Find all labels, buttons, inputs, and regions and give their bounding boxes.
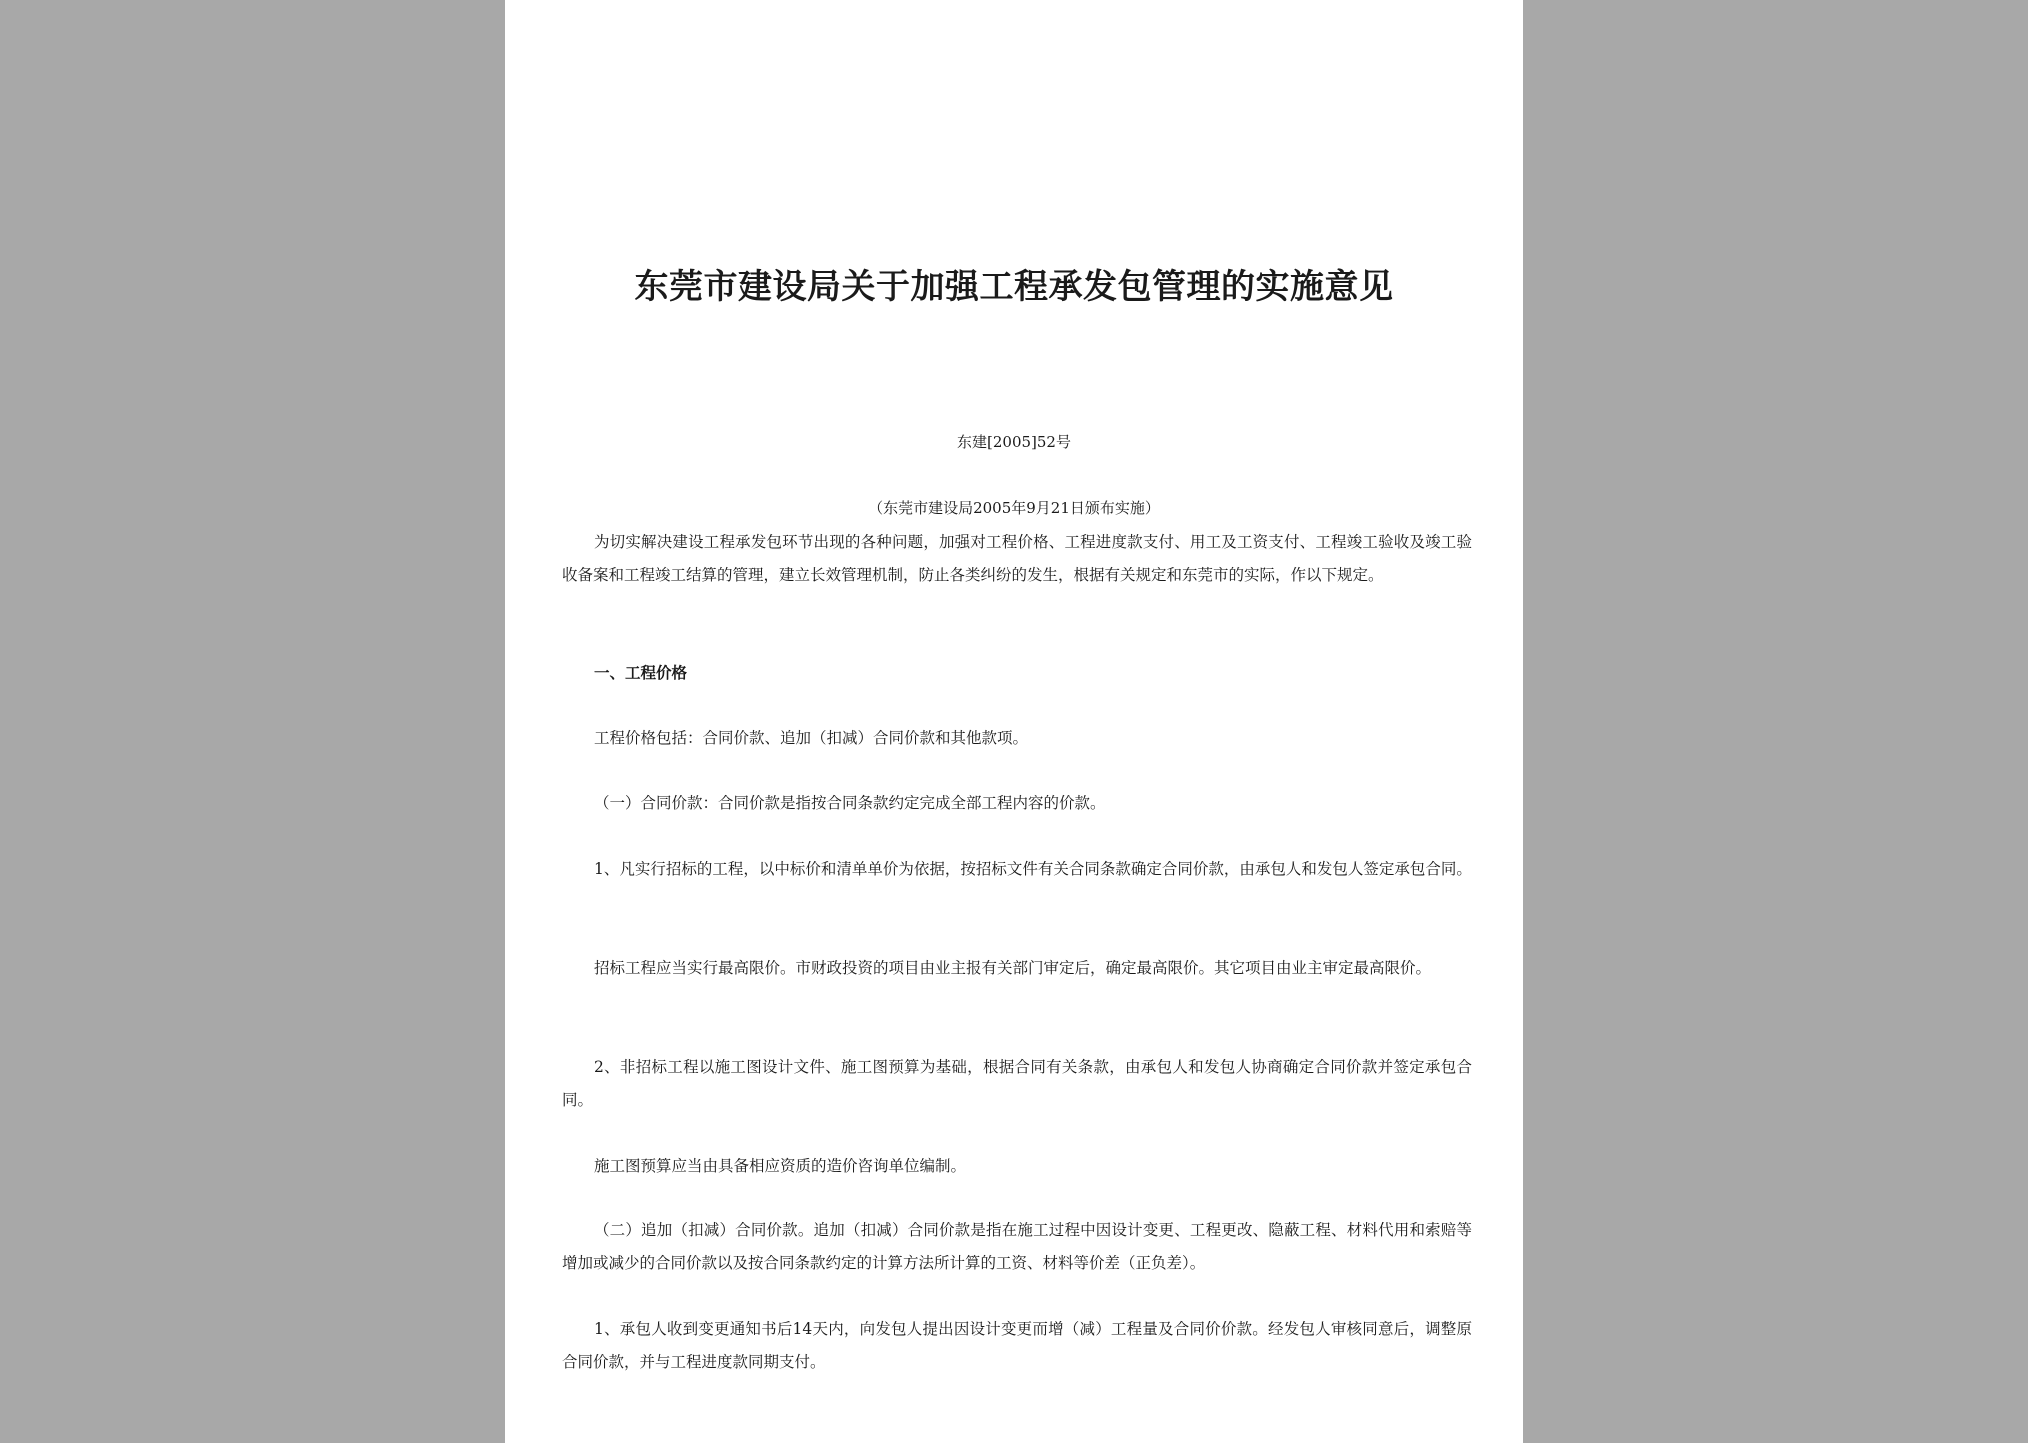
- document-page: [505, 0, 1523, 1443]
- document-title: 东莞市建设局关于加强工程承发包管理的实施意见: [634, 267, 1394, 307]
- section-heading-price: 一、工程价格: [594, 663, 688, 682]
- issue-note: （东莞市建设局2005年9月21日颁布实施）: [868, 499, 1160, 517]
- paragraph-budget: 施工图预算应当由具备相应资质的造价咨询单位编制。: [594, 1157, 967, 1175]
- paragraph-max-price: 招标工程应当实行最高限价。市财政投资的项目由业主报有关部门审定后，确定最高限价。其它项目由业主审定最高限价。: [594, 959, 1432, 977]
- intro-paragraph: 为切实解决建设工程承发包环节出现的各种问题，加强对工程价格、工程进度款支付、用工及工资支付、工程竣工验收及竣工验收备案和工程竣工结算的管理，建立长效管理机制，防止各类纠纷的发生，根据有关规定和东莞市的实际，作以下规定。: [562, 533, 1472, 584]
- paragraph-item-1: 1、凡实行招标的工程，以中标价和清单单价为依据，按招标文件有关合同条款确定合同价款，由承包人和发包人签定承包合同。: [594, 860, 1472, 878]
- paragraph-price-composition: 工程价格包括：合同价款、追加（扣减）合同价款和其他款项。: [594, 729, 1029, 747]
- paragraph-change-notice: 1、承包人收到变更通知书后14天内，向发包人提出因设计变更而增（减）工程量及合同价价款。经发包人审核同意后，调整原合同价款，并与工程进度款同期支付。: [562, 1320, 1472, 1371]
- paragraph-contract-price: （一）合同价款：合同价款是指按合同条款约定完成全部工程内容的价款。: [594, 794, 1106, 812]
- document-number: 东建[2005]52号: [957, 433, 1071, 451]
- paragraph-additional-price: （二）追加（扣减）合同价款。追加（扣减）合同价款是指在施工过程中因设计变更、工程更改、隐蔽工程、材料代用和索赔等增加或减少的合同价款以及按合同条款约定的计算方法所计算的工资、材料等价差（正负差）。: [562, 1221, 1472, 1272]
- paragraph-item-2: 2、非招标工程以施工图设计文件、施工图预算为基础，根据合同有关条款，由承包人和发包人协商确定合同价款并签定承包合同。: [562, 1058, 1472, 1109]
